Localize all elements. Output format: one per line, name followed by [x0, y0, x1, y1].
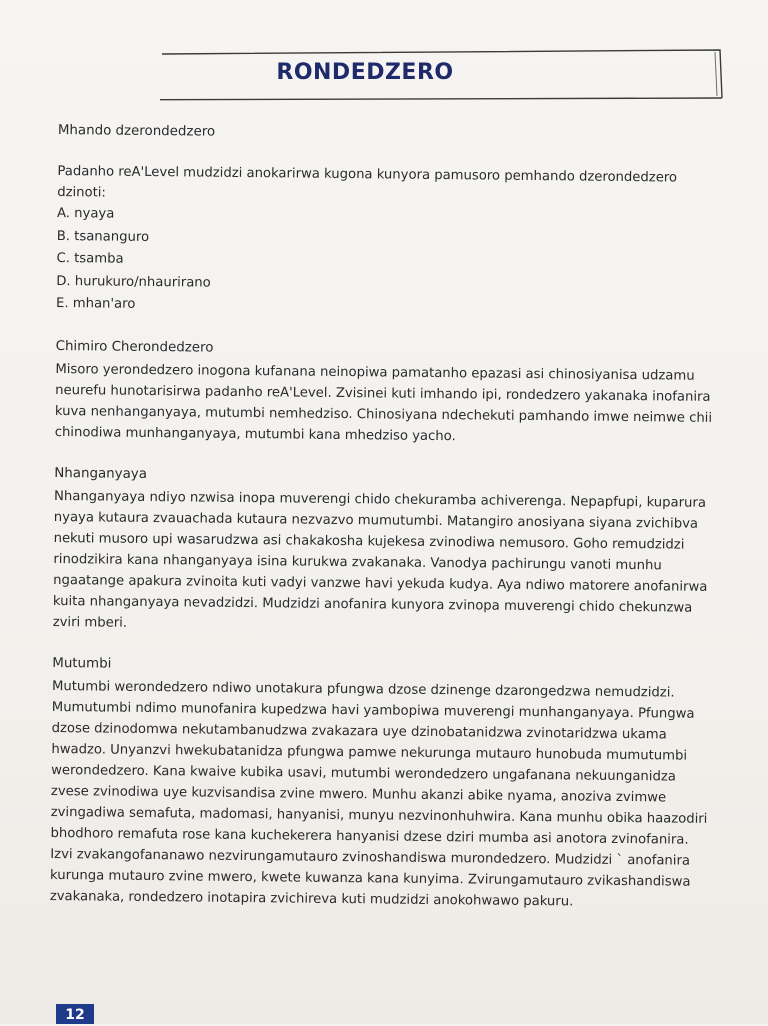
section-body: Misoro yerondedzero inogona kufanana neinopiwa pamatanho epazasi asi chinosiyanisa udzamu neurefu hunotarisirwa padanho reA'Level. Zvisinei kuti imhando ipi, rondedzero yakanaka inofanira kuva nenhanganyaya, mutumbi nemhedziso. Chinosiyana ndechekuti pamhando imwe neimwe chii chinodiwa munhanganyaya, mutumbi kana mhedziso yacho. [54, 361, 713, 444]
list-item: C. tsamba [56, 250, 124, 267]
section-nhanganyaya [53, 462, 715, 639]
types-list [56, 203, 717, 322]
document-body [50, 120, 718, 913]
section-body: Mutumbi werondedzero ndiwo unotakura pfungwa dzose dzinenge dzarongedzwa nemudzidzi. Mumutumbi ndimo munofanira kupedzwa havi yambopiwa muverengi munhanganyaya. Pfungwa dzose dzinodomwa nekutambanudzwa zvakazara uye dzinobatanidzwa zvinotaridzwa ukama hwadzo. Unyanzvi hwekubatanidza pfungwa pamwe nekurunga mutauro hunobuda mumutumbi werondedzero. Kana kwaive kubika usavi, mutumbi werondedzero ungafanana nekuunganidza zvese zvinodiwa uye kuzvisandisa zvine mwero. Munhu akanzi abike nyama, anoziva zvimwe zvingadiwa semafuta, madomasi, hanyanisi, munyu nezvinonhuhwira. Kana munhu obika haazodiri bhodhoro remafuta rose kana kuchekerera hanyanisi dzese dziri mumba asi anotora zvinofanira. Izvi zvakangofananawo nezvirungamutauro zvinoshandiswa murondedzero. Mudzidzi ` anofanira kurunga mutauro zvine mwero, kwete kuwanza kana kunyima. Zvirungamutauro zvikashandiswa zvakanaka, rondedzero inotapira zvichireva kuti mudzidzi anokohwawo pakuru. [49, 678, 708, 909]
list-item: B. tsananguro [56, 228, 150, 245]
title-banner [160, 48, 724, 102]
page-number: 12 [56, 1004, 94, 1024]
list-item: D. hurukuro/nhaurirano [56, 273, 211, 291]
list-item: A. nyaya [56, 205, 115, 222]
list-item: E. mhan'aro [55, 295, 136, 312]
section-heading: Nhanganyaya [54, 465, 148, 482]
section-body: Nhanganyaya ndiyo nzwisa inopa muverengi chido chekuramba achiverenga. Nepapfupi, kuparura nyaya kutaura zvauachada kutaura nezvazvo mumutumbi. Matangiro anosiyana siyana zvichibva nekuti musoro upi wasarudzwa asi chakakosha kujekesa zvinodiwa nemusoro. Goho remudzidzi rinodzikira kana nhanganyaya isina kurukwa zvakanaka. Vanodya pachirungu vanoti munhu ngaatange apakura zvinoita kuti vadyi vanzwe havi yekuda kudya. Aya ndiwo matorere anofanirwa kuita nhanganyaya nevadzidzi. Mudzidzi anofanira kunyora zvinopa muverengi chido chekunzwa zviri mberi. [52, 488, 708, 631]
subheading: Mhando dzerondedzero [57, 122, 216, 140]
intro-paragraph: Padanho reA'Level mudzidzi anokarirwa kugona kunyora pamusoro pemhando dzerondedzero dzinoti: [57, 163, 678, 201]
page-title: RONDEDZERO [276, 60, 454, 85]
section-chimiro [55, 335, 716, 449]
section-heading: Chimiro Cherondedzero [55, 338, 214, 356]
section-heading: Mutumbi [52, 655, 112, 672]
section-mutumbi [50, 652, 713, 913]
